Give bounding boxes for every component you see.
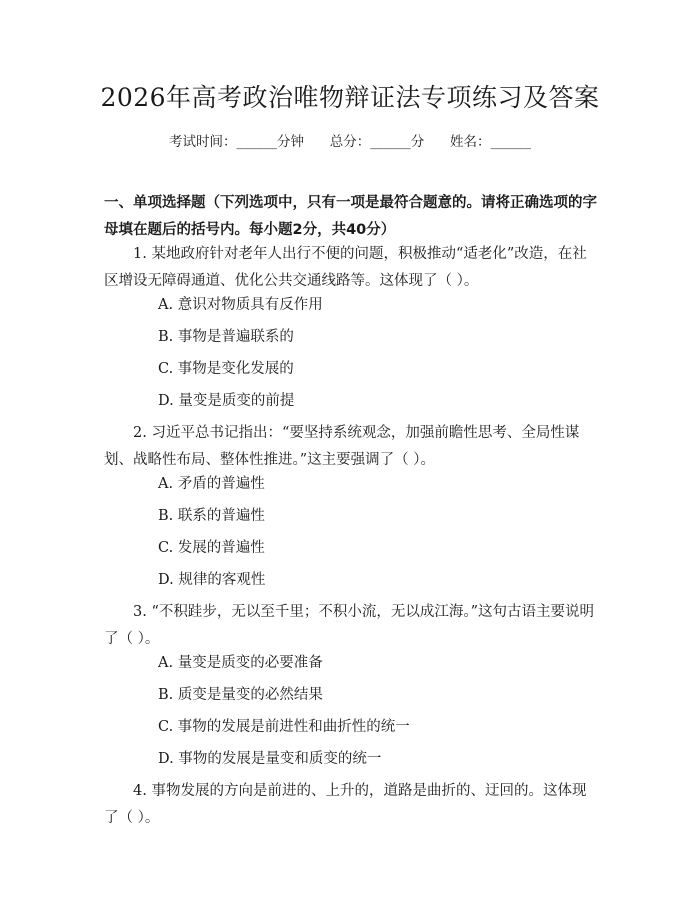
question-1-option-d: D. 量变是质变的前提 <box>158 393 295 409</box>
question-2-option-d: D. 规律的客观性 <box>158 572 266 588</box>
question-3-option-c: C. 事物的发展是前进性和曲折性的统一 <box>158 719 410 735</box>
question-1-option-c: C. 事物是变化发展的 <box>158 361 294 377</box>
question-2-text: 2. 习近平总书记指出：“要坚持系统观念，加强前瞻性思考、全局性谋划、战略性布局、整体性推进。”这主要强调了（ ）。 <box>104 425 580 468</box>
question-4-text: 4. 事物发展的方向是前进的、上升的，道路是曲折的、迂回的。这体现了（ ）。 <box>104 783 587 826</box>
question-1-option-b: B. 事物是普遍联系的 <box>158 329 294 345</box>
exam-info-line: 考试时间：______分钟 总分：______分 姓名：______ <box>169 134 531 150</box>
document-title: 2026年高考政治唯物辩证法专项练习及答案 <box>100 83 600 112</box>
question-1-option-a: A. 意识对物质具有反作用 <box>158 297 323 313</box>
question-3-option-a: A. 量变是质变的必要准备 <box>158 655 323 671</box>
question-2-option-b: B. 联系的普遍性 <box>158 508 265 524</box>
question-2-option-a: A. 矛盾的普遍性 <box>158 476 265 492</box>
question-3-option-b: B. 质变是量变的必然结果 <box>158 687 323 703</box>
question-1-text: 1. 某地政府针对老年人出行不便的问题，积极推动“适老化”改造，在社区增设无障碍通道、优化公共交通线路等。这体现了（ ）。 <box>104 246 587 289</box>
section-heading: 一、单项选择题（下列选项中，只有一项是最符合题意的。请将正确选项的字母填在题后的括号内。每小题2分，共40分） <box>104 195 597 238</box>
question-2-option-c: C. 发展的普遍性 <box>158 540 265 556</box>
question-3-text: 3. “不积跬步，无以至千里；不积小流，无以成江海。”这句古语主要说明了（ ）。 <box>104 604 595 647</box>
question-3-option-d: D. 事物的发展是量变和质变的统一 <box>158 751 382 767</box>
